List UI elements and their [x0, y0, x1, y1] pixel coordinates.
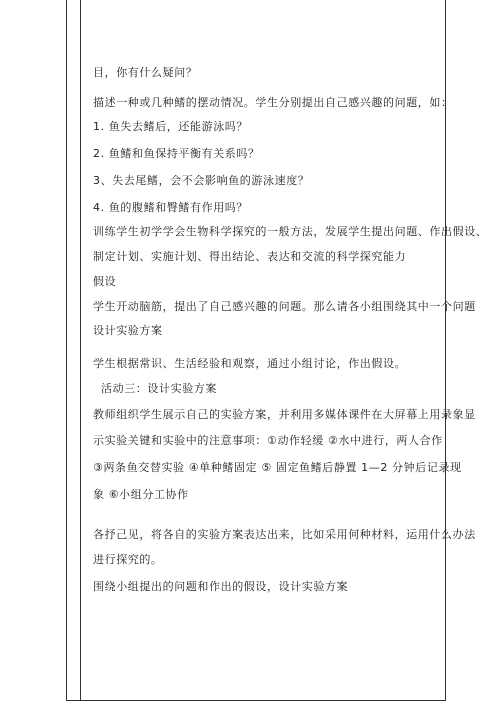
- text-line: 4. 鱼的腹鳍和臀鳍有作用吗？: [93, 201, 248, 214]
- text-line: 教师组织学生展示自己的实验方案，并利用多媒体课件在大屏幕上用录象显: [93, 408, 476, 421]
- text-line: 目，你有什么疑问？: [93, 66, 198, 79]
- text-line: 象 ⑥小组分工协作: [93, 488, 189, 501]
- text-line: 进行探究的。: [93, 553, 163, 566]
- column-divider: [80, 0, 81, 700]
- text-line: 学生开动脑筋，提出了自己感兴趣的问题。那么请各小组围绕其中一个问题: [93, 300, 476, 313]
- text-line: 2. 鱼鳍和鱼保持平衡有关系吗？: [93, 147, 260, 160]
- text-line: 制定计划、实施计划、得出结论、表达和交流的科学探究能力: [93, 250, 407, 263]
- activity-heading: 活动三：设计实验方案: [101, 382, 217, 395]
- text-line: 设计实验方案: [93, 324, 163, 337]
- text-line: 假设: [93, 275, 117, 288]
- text-line: 围绕小组提出的问题和作出的假设，设计实验方案: [93, 580, 349, 593]
- text-line: ③两条鱼交替实验 ④单种鳍固定 ⑤ 固定鱼鳍后静置 1—2 分钟后记录现: [93, 461, 462, 474]
- text-line: 学生根据常识、生活经验和观察，通过小组讨论，作出假设。: [93, 357, 407, 370]
- text-line: 训练学生初学学会生物科学探究的一般方法，发展学生提出问题、作出假设、: [93, 225, 488, 238]
- text-line: 描述一种或几种鳍的摆动情况。学生分别提出自己感兴趣的问题，如：: [93, 96, 453, 109]
- text-line: 1. 鱼失去鳍后，还能游泳吗？: [93, 120, 248, 133]
- text-line: 示实验关键和实验中的注意事项：①动作轻缓 ②水中进行，两人合作: [93, 434, 443, 447]
- text-line: 各抒己见，将各自的实验方案表达出来，比如采用何种材料，运用什么办法: [93, 528, 476, 541]
- text-line: 3、失去尾鳍，会不会影响鱼的游泳速度？: [93, 174, 310, 187]
